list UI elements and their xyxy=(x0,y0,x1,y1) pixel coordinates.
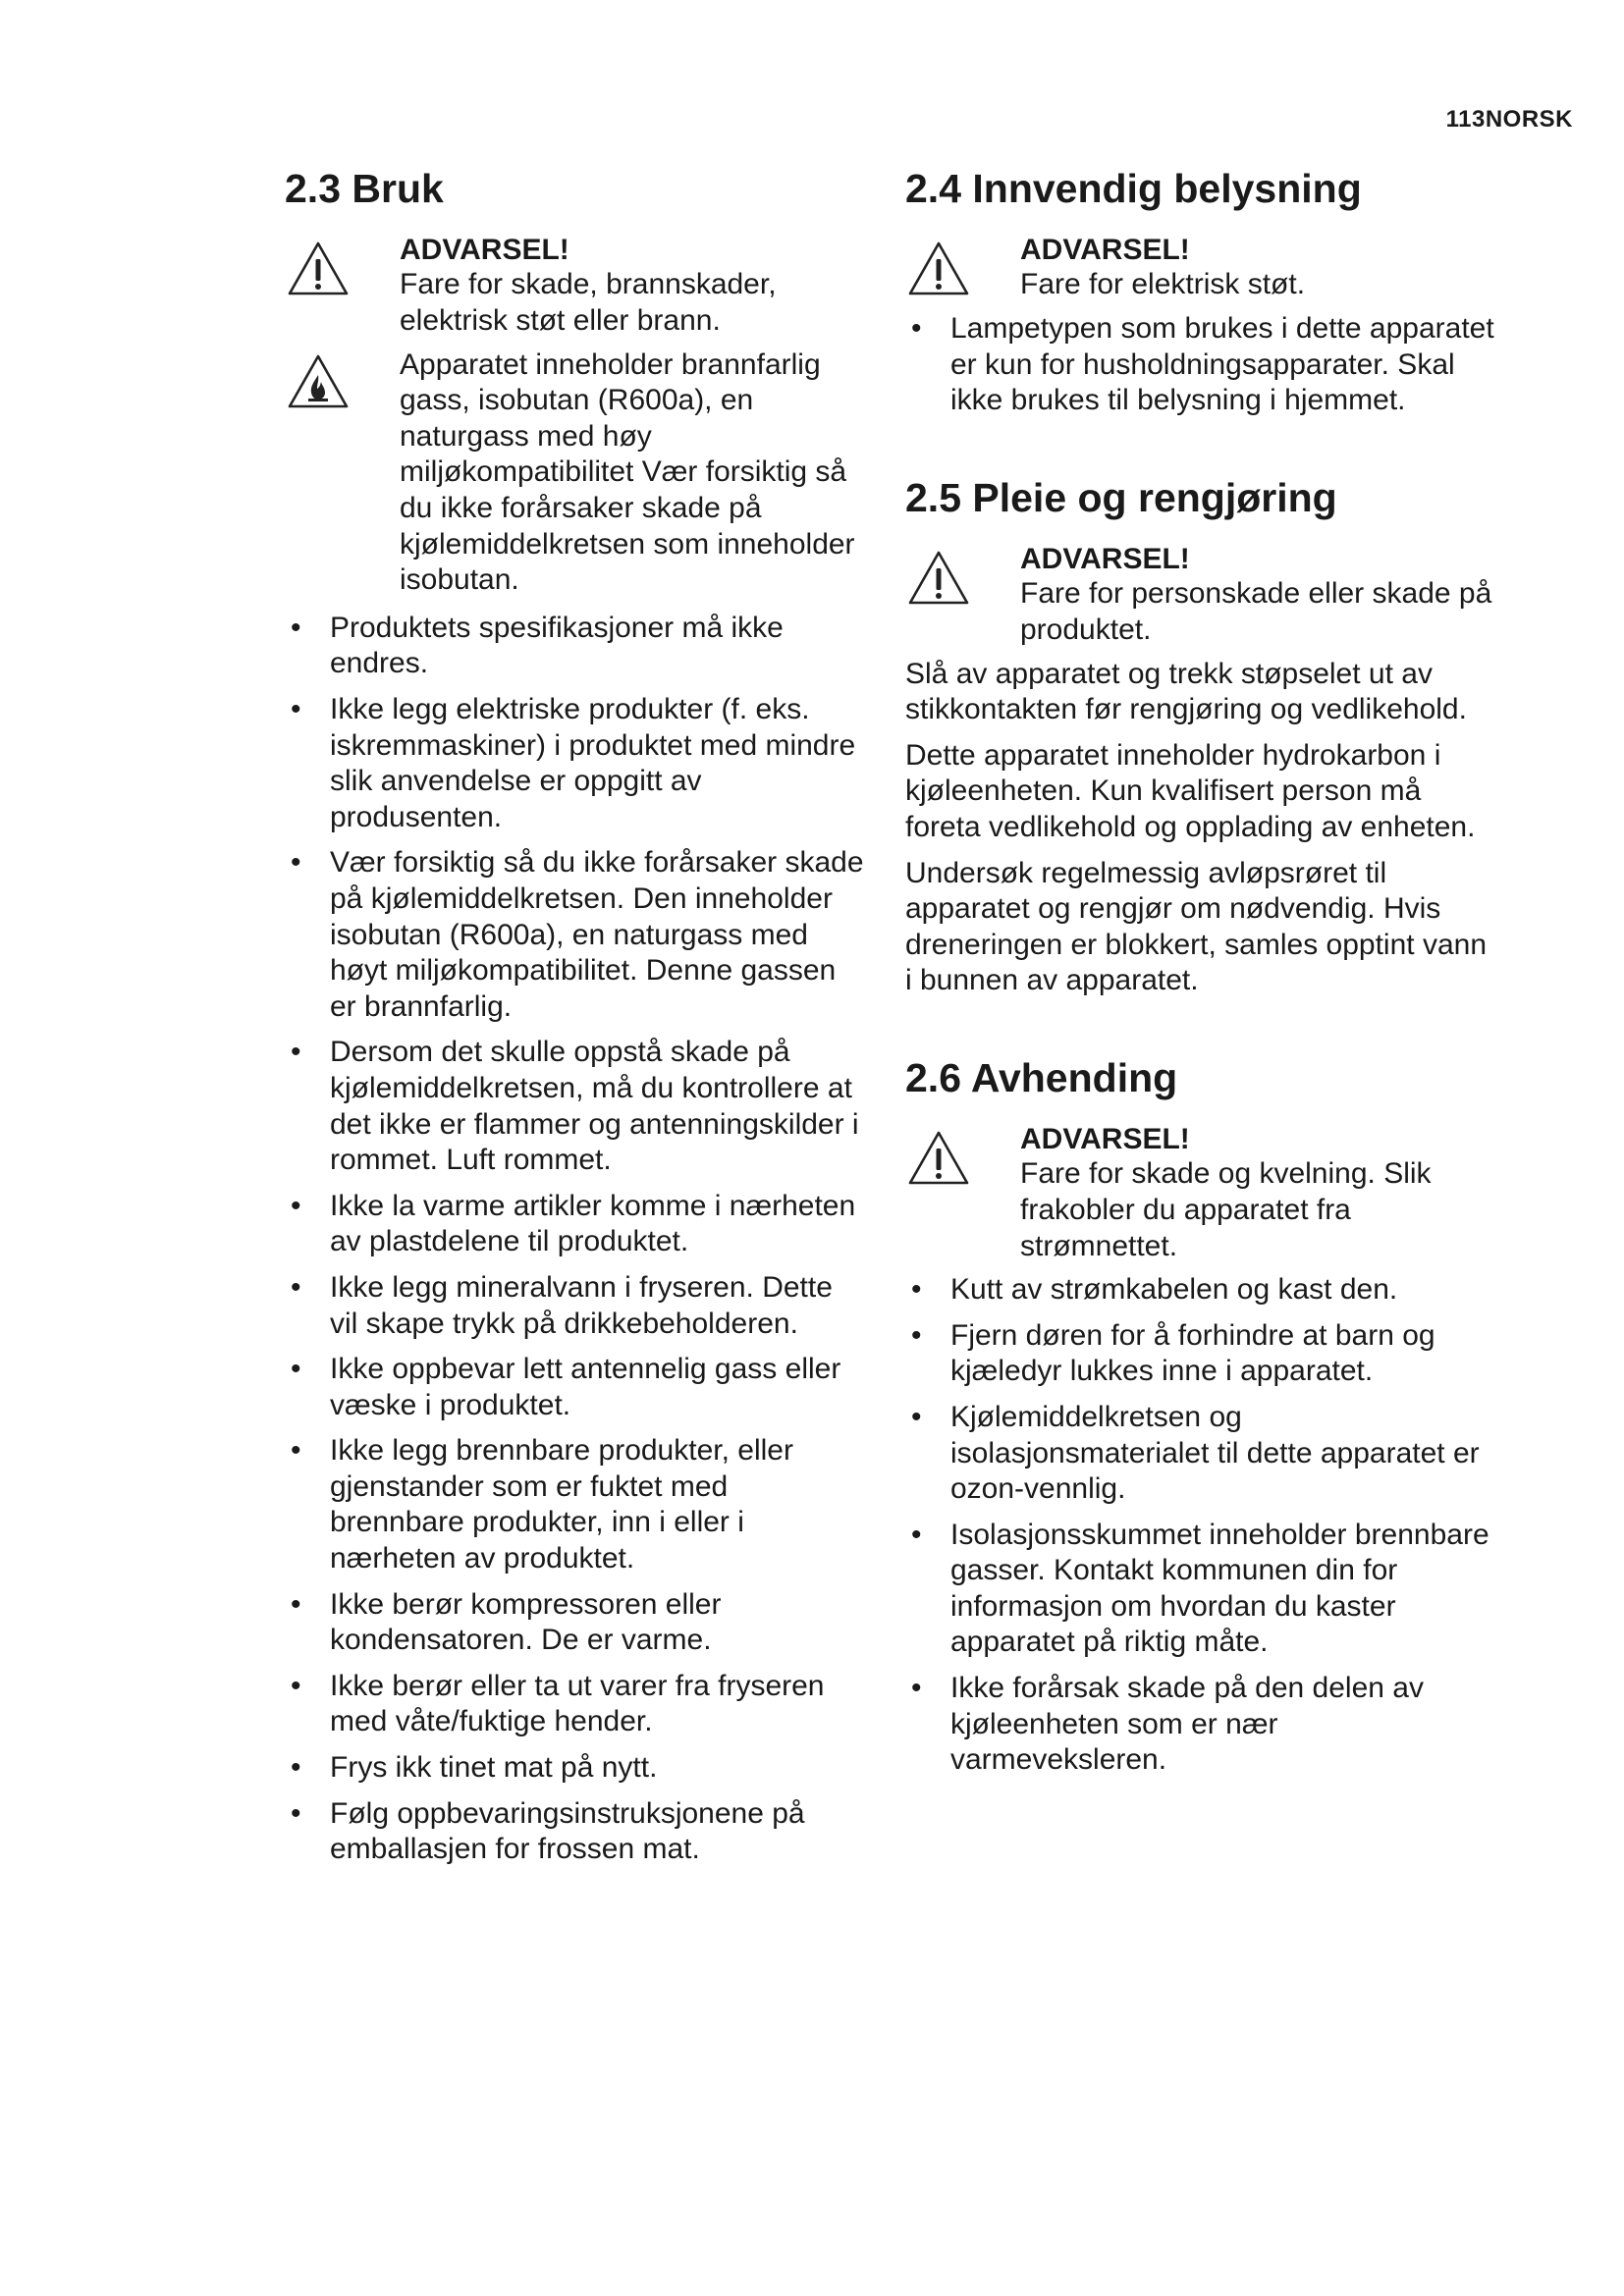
warning-triangle-icon xyxy=(907,550,970,607)
section-pleie-og-rengjoring xyxy=(905,476,1494,999)
section-title-bruk: 2.3 Bruk xyxy=(285,166,444,211)
list-item: • Ikke oppbevar lett antennelig gass eller væske i produktet. xyxy=(285,1352,864,1423)
left-column xyxy=(285,167,864,1925)
warning-title: ADVARSEL! xyxy=(1020,542,1190,575)
warning-title: ADVARSEL! xyxy=(1020,234,1190,267)
paragraph: Slå av apparatet og trekk støpselet ut av stikkontakten før rengjøring og vedlikehold. xyxy=(905,657,1467,726)
right-column xyxy=(905,167,1494,1836)
warning-block-bruk xyxy=(285,233,864,340)
list-item: • Dersom det skulle oppstå skade på kjølemiddelkretsen, må du kontrollere at det ikke er flammer og antenningskilder i rommet. Luft rommet. xyxy=(285,1035,864,1178)
list-item: • Kutt av strømkabelen og kast den. xyxy=(905,1272,1494,1308)
bruk-bullet-list xyxy=(285,611,864,1868)
list-item: • Ikke legg mineralvann i fryseren. Dette vil skape trykk på drikkebeholderen. xyxy=(285,1270,864,1342)
section-avhending xyxy=(905,1056,1494,1779)
section-bruk xyxy=(285,167,864,1868)
flammable-block-bruk xyxy=(285,347,864,599)
list-item: • Fjern døren for å forhindre at barn og kjæledyr lukkes inne i apparatet. xyxy=(905,1318,1494,1390)
paragraph: Undersøk regelmessig avløpsrøret til apparatet og rengjør om nødvendig. Hvis dreneringen er blokkert, samles opptint vann i bunnen av apparatet. xyxy=(905,856,1488,997)
warning-text: Fare for elektrisk støt. xyxy=(1020,268,1306,301)
list-item: • Isolasjonsskummet inneholder brennbare gasser. Kontakt kommunen din for informasjon om hvordan du kaster apparatet på riktig måte. xyxy=(905,1518,1494,1661)
flammable-triangle-icon xyxy=(287,353,350,410)
page-number-label: 113NORSK xyxy=(1445,106,1573,133)
list-item: • Ikke legg brennbare produkter, eller gjenstander som er fuktet med brennbare produkter, inn i eller i nærheten av produktet. xyxy=(285,1433,864,1576)
section-title-avhending: 2.6 Avhending xyxy=(905,1054,1178,1100)
section-title-belysning: 2.4 Innvendig belysning xyxy=(905,166,1362,211)
list-item: • Frys ikk tinet mat på nytt. xyxy=(285,1750,864,1787)
warning-triangle-icon xyxy=(907,240,970,297)
warning-text: Fare for personskade eller skade på produktet. xyxy=(1020,577,1492,646)
warning-text: Fare for skade, brannskader, elektrisk støt eller brann. xyxy=(400,268,777,338)
section-title-pleie: 2.5 Pleie og rengjøring xyxy=(905,474,1337,520)
warning-triangle-icon xyxy=(287,240,350,297)
list-item: • Følg oppbevaringsinstruksjonene på emballasjen for frossen mat. xyxy=(285,1796,864,1868)
warning-triangle-icon xyxy=(907,1130,970,1187)
section-innvendig-belysning xyxy=(905,167,1494,419)
list-item: • Ikke legg elektriske produkter (f. eks. iskremmaskiner) i produktet med mindre slik anvendelse er oppgitt av produsenten. xyxy=(285,692,864,835)
list-item: • Ikke berør eller ta ut varer fra fryseren med våte/fuktige hender. xyxy=(285,1669,864,1740)
list-item: • Lampetypen som brukes i dette apparatet er kun for husholdningsapparater. Skal ikke brukes til belysning i hjemmet. xyxy=(905,311,1494,419)
list-item: • Ikke la varme artikler komme i nærheten av plastdelene til produktet. xyxy=(285,1189,864,1260)
flammable-text: Apparatet inneholder brannfarlig gass, isobutan (R600a), en naturgass med høy miljøkompatibilitet Vær forsiktig så du ikke forårsaker skade på kjølemiddelkretsen som inneholder isobutan. xyxy=(400,347,855,597)
belysning-bullet-list xyxy=(905,311,1494,419)
warning-title: ADVARSEL! xyxy=(1020,1122,1190,1155)
list-item: • Vær forsiktig så du ikke forårsaker skade på kjølemiddelkretsen. Den inneholder isobutan (R600a), en naturgass med høyt miljøkompatibilitet. Denne gassen er brannfarlig. xyxy=(285,845,864,1025)
paragraph: Dette apparatet inneholder hydrokarbon i kjøleenheten. Kun kvalifisert person må foreta vedlikehold og opplading av enheten. xyxy=(905,738,1476,843)
warning-block-avhending xyxy=(905,1122,1494,1264)
warning-title: ADVARSEL! xyxy=(400,234,569,267)
list-item: • Produktets spesifikasjoner må ikke endres. xyxy=(285,611,864,682)
warning-text: Fare for skade og kvelning. Slik frakobler du apparatet fra strømnettet. xyxy=(1020,1157,1432,1262)
list-item: • Ikke berør kompressoren eller kondensatoren. De er varme. xyxy=(285,1587,864,1659)
avhending-bullet-list xyxy=(905,1272,1494,1779)
warning-block-belysning xyxy=(905,233,1494,303)
list-item: • Ikke forårsak skade på den delen av kjøleenheten som er nær varmeveksleren. xyxy=(905,1671,1494,1779)
warning-block-pleie xyxy=(905,542,1494,649)
list-item: • Kjølemiddelkretsen og isolasjonsmaterialet til dette apparatet er ozon-vennlig. xyxy=(905,1400,1494,1508)
